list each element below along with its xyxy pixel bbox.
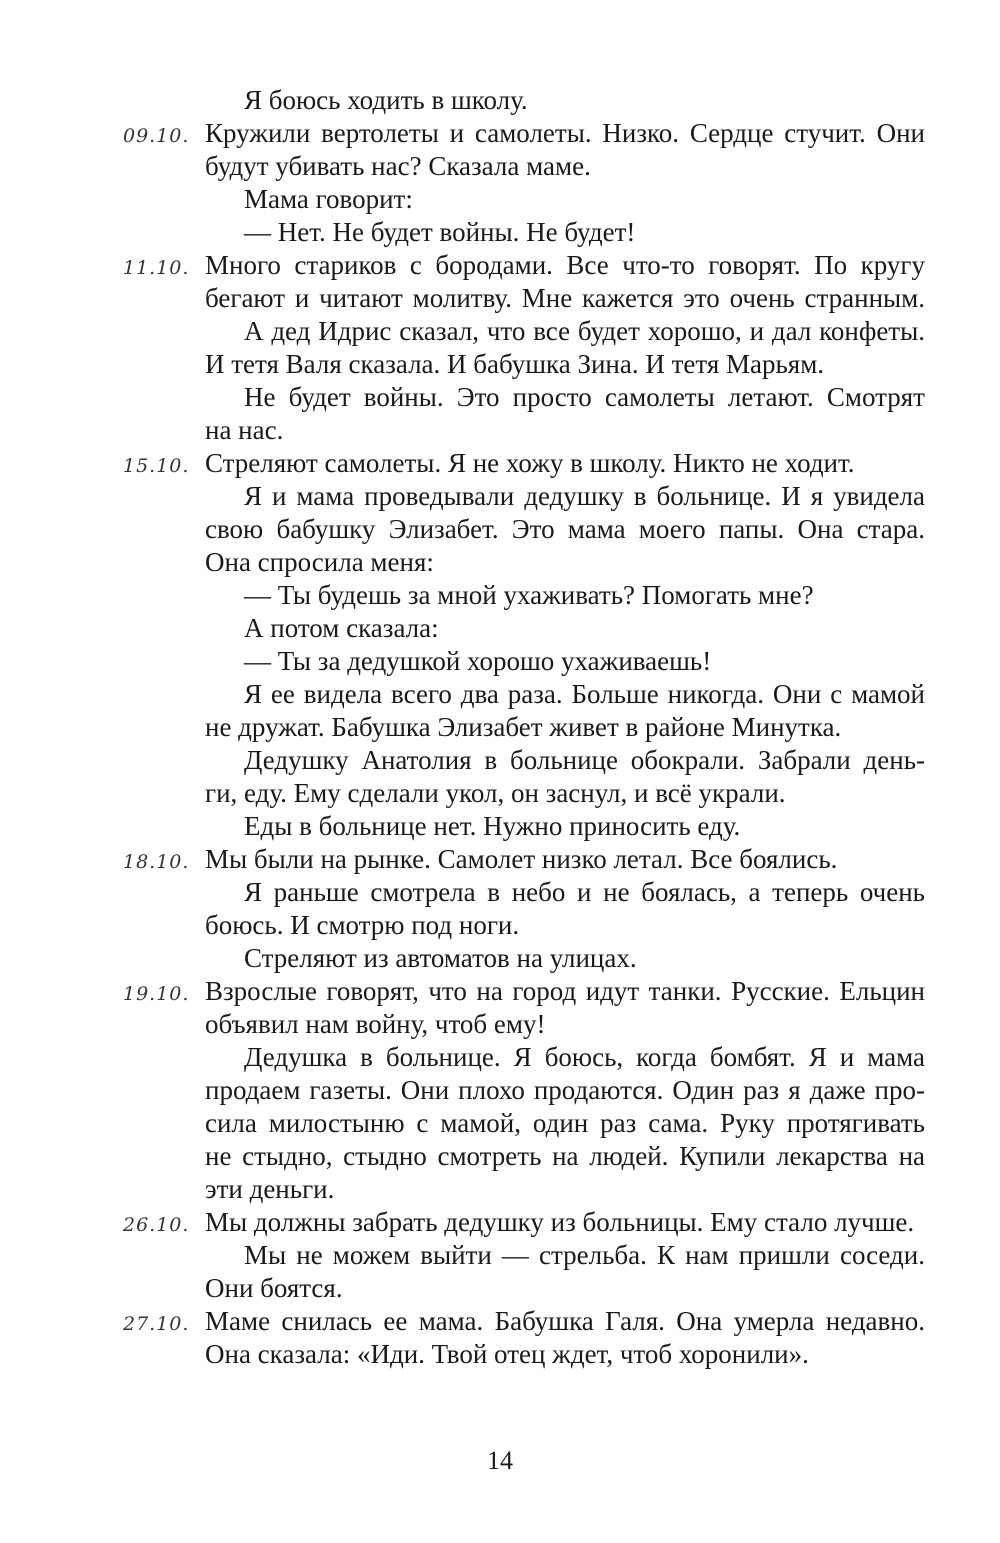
text-line: Я боюсь ходить в школу. [244, 85, 528, 115]
text-line: Я раньше смотрела в небо и не боялась, а теперь очень [244, 877, 925, 907]
text-line: Стреляют из автоматов на улицах. [244, 943, 637, 973]
diary-entry [123, 1305, 925, 1371]
text-line: Они боятся. [205, 1273, 343, 1303]
text-line: Мы должны забрать дедушку из больницы. Ему стало лучше. [205, 1207, 915, 1237]
text-line: сила милостыню с мамой, один раз сама. Руку протягивать [205, 1108, 925, 1138]
text-line: бегают и читают молитву. Мне кажется это очень странным. [205, 283, 925, 313]
text-line: Мама говорит: [244, 184, 413, 214]
entry-date: 26.10. [123, 1214, 190, 1236]
text-line: свою бабушку Элизабет. Это мама моего папы. Она стара. [205, 514, 925, 544]
text-line: Не будет войны. Это просто самолеты летают. Смотрят [244, 382, 925, 412]
diary-entry [123, 249, 925, 447]
entry-date: 27.10. [123, 1313, 190, 1335]
text-line: Мы не можем выйти — стрельба. К нам пришли соседи. [244, 1240, 925, 1270]
text-line: эти деньги. [205, 1174, 335, 1204]
text-line: Я ее видела всего два раза. Больше никогда. Они с мамой [244, 679, 925, 709]
diary-entry [123, 447, 925, 843]
text-line: — Ты за дедушкой хорошо ухаживаешь! [244, 646, 712, 676]
text-line: Стреляют самолеты. Я не хожу в школу. Никто не ходит. [205, 448, 855, 478]
diary-entry [123, 1206, 925, 1305]
entry-date: 11.10. [123, 257, 190, 279]
text-line: объявил нам войну, чтоб ему! [205, 1009, 546, 1039]
text-line: Еды в больнице нет. Нужно приносить еду. [244, 811, 741, 841]
text-line: — Нет. Не будет войны. Не будет! [244, 217, 636, 247]
text-line: И тетя Валя сказала. И бабушка Зина. И тетя Марьям. [205, 349, 825, 379]
text-line: продаем газеты. Они плохо продаются. Один раз я даже про- [205, 1075, 925, 1105]
entry-date: 15.10. [123, 455, 190, 477]
text-line: ги, еду. Ему сделали укол, он заснул, и всё украли. [205, 778, 786, 808]
text-line: Она сказала: «Иди. Твой отец ждет, чтоб хоронили». [205, 1339, 809, 1369]
entry-date: 18.10. [123, 851, 190, 873]
page-number: 14 [487, 1446, 513, 1475]
diary-entry [123, 975, 925, 1206]
text-line: А потом сказала: [244, 613, 439, 643]
text-line: Кружили вертолеты и самолеты. Низко. Сердце стучит. Они [205, 118, 925, 148]
text-line: не стыдно, стыдно смотреть на людей. Купили лекарства на [205, 1141, 925, 1171]
entry-date: 19.10. [123, 983, 190, 1005]
text-line: Дедушку Анатолия в больнице обокрали. Забрали день- [244, 745, 925, 775]
diary-entry [123, 843, 925, 975]
text-line: Много стариков с бородами. Все что-то говорят. По кругу [205, 250, 925, 280]
text-line: Дедушка в больнице. Я боюсь, когда бомбят. Я и мама [244, 1042, 925, 1072]
text-line: не дружат. Бабушка Элизабет живет в районе Минутка. [205, 712, 842, 742]
text-line: Взрослые говорят, что на город идут танки. Русские. Ельцин [205, 976, 925, 1006]
diary-text [123, 84, 925, 1371]
text-line: Мы были на рынке. Самолет низко летал. Все боялись. [205, 844, 838, 874]
text-line: А дед Идрис сказал, что все будет хорошо, и дал конфеты. [244, 316, 925, 346]
entry-date: 09.10. [123, 125, 190, 147]
diary-entry [123, 117, 925, 249]
text-line: боюсь. И смотрю под ноги. [205, 910, 520, 940]
text-line: на нас. [205, 415, 284, 445]
text-line: будут убивать нас? Сказала маме. [205, 151, 591, 181]
text-line: Она спросила меня: [205, 547, 434, 577]
text-line: Маме снилась ее мама. Бабушка Галя. Она умерла недавно. [205, 1306, 925, 1336]
text-line: Я и мама проведывали дедушку в больнице. И я увидела [244, 481, 925, 511]
text-line: — Ты будешь за мной ухаживать? Помогать мне? [244, 580, 814, 610]
